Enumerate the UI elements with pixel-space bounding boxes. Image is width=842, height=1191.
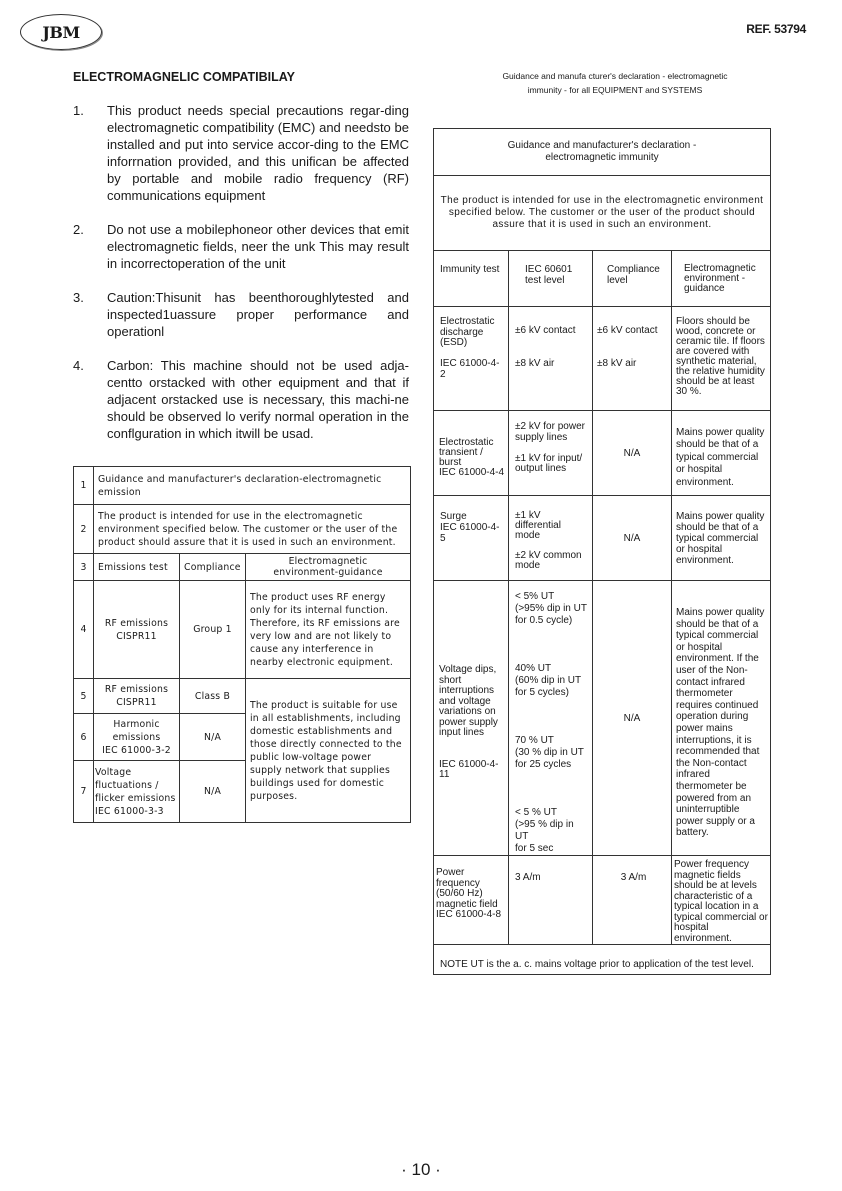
- list-item: [73, 357, 409, 442]
- immunity-subheading: Guidance and manufa cturer's declaration - electromagnetic immunity - for all EQUIPMENT and SYSTEMS: [502, 71, 728, 95]
- header-compliance-level: Compliance level: [593, 251, 672, 307]
- item-number: 3.: [73, 290, 84, 305]
- jbm-logo: JBM: [20, 14, 102, 50]
- emissions-test: Voltage fluctuations / flicker emissions IEC 61000-3-3: [94, 761, 180, 823]
- table-row: [74, 467, 411, 505]
- guidance: Floors should be wood, concrete or ceramic tile. If floors are covered with synthetic material, the relative humidity should be at least 30 %.: [672, 307, 771, 411]
- table-row: [434, 496, 771, 581]
- guidance: The product uses RF energy only for its internal function. Therefore, its RF emissions are very low and are not likely to cause any interference in nearby electronic equipment.: [246, 581, 411, 679]
- header-guidance: Electromagnetic environment-guidance: [246, 554, 411, 581]
- table-intro: The product is intended for use in the electromagnetic environment specified below. The customer or the user of the product should assure that it is used in such an environment.: [434, 176, 771, 251]
- emission-table: [73, 466, 411, 823]
- test-level: ±2 kV for power supply lines ±1 kV for input/ output lines: [509, 411, 593, 496]
- table-row: [74, 581, 411, 679]
- guidance: Mains power quality should be that of a typical commercial or hospital environment.: [672, 496, 771, 581]
- table-row: [434, 307, 771, 411]
- row-number: 1: [74, 467, 94, 505]
- table-intro: The product is intended for use in the electromagnetic environment specified below. The customer or the user of the product should assure that it is used in such an environment.: [94, 505, 411, 554]
- table-header-row: [74, 554, 411, 581]
- header-emissions-test: Emissions test: [94, 554, 180, 581]
- table-title: Guidance and manufacturer's declaration-electromagnetic emission: [94, 467, 411, 505]
- compliance: Group 1: [180, 581, 246, 679]
- immunity-test: Voltage dips, short interruptions and voltage variations on power supply input lines IEC 61000-4-11: [434, 581, 509, 856]
- item-number: 2.: [73, 222, 84, 237]
- immunity-test: Surge IEC 61000-4-5: [434, 496, 509, 581]
- compliance: N/A: [180, 761, 246, 823]
- immunity-test: Electrostatic discharge (ESD) IEC 61000-4-2: [434, 307, 509, 411]
- compliance: Class B: [180, 679, 246, 714]
- guidance: The product is suitable for use in all establishments, including domestic establishments and those directly connected to the public low-voltage power supply network that supplies buildings used for domestic purposes.: [246, 679, 411, 823]
- emissions-test: Harmonic emissions IEC 61000-3-2: [94, 714, 180, 761]
- row-number: 5: [74, 679, 94, 714]
- item-number: 1.: [73, 103, 84, 118]
- immunity-test: Electrostatic transient / burst IEC 61000-4-4: [434, 411, 509, 496]
- table-note-row: [434, 945, 771, 975]
- immunity-table: [433, 128, 771, 975]
- test-level: ±6 kV contact ±8 kV air: [509, 307, 593, 411]
- row-number: 2: [74, 505, 94, 554]
- compliance: N/A: [180, 714, 246, 761]
- compliance-level: N/A: [593, 496, 672, 581]
- page-number: · 10 ·: [401, 1160, 441, 1179]
- table-row: [74, 505, 411, 554]
- header-test-level: IEC 60601 test level: [509, 251, 593, 307]
- row-number: 3: [74, 554, 94, 581]
- item-text: Caution:Thisunit has beenthoroughlytested and inspected1uassure proper performance and operationl: [107, 290, 409, 339]
- reference-number: REF. 53794: [746, 22, 806, 36]
- item-text: This product needs special precautions regar-ding electromagnetic compatibility (EMC) and needsto be installed and put into service accor-ding to the EMC inforrnation provided, and this unifican be affected by portable and mobile radio frequency (RF) communications equipment: [107, 103, 409, 203]
- emissions-test: RF emissions CISPR11: [94, 581, 180, 679]
- compliance-level: 3 A/m: [593, 856, 672, 945]
- row-number: 7: [74, 761, 94, 823]
- table-row: [434, 129, 771, 176]
- table-row: [434, 411, 771, 496]
- table-row: [74, 679, 411, 714]
- table-header-row: [434, 251, 771, 307]
- list-item: [73, 102, 409, 204]
- table-title: Guidance and manufacturer's declaration - electromagnetic immunity: [434, 129, 771, 176]
- guidance: Mains power quality should be that of a typical commercial or hospital environment.: [672, 411, 771, 496]
- header-guidance: Electromagnetic environment - guidance: [672, 251, 771, 307]
- header-compliance: Compliance: [180, 554, 246, 581]
- item-text: Do not use a mobilephoneor other devices that emit electromagnetic fields, neer the unk This may result in incorrectoperation of the unit: [107, 222, 409, 271]
- row-number: 6: [74, 714, 94, 761]
- compliance-level: ±6 kV contact ±8 kV air: [593, 307, 672, 411]
- compliance-level: N/A: [593, 581, 672, 856]
- test-level: ±1 kV differential mode ±2 kV common mode: [509, 496, 593, 581]
- header-immunity-test: Immunity test: [434, 251, 509, 307]
- item-text: Carbon: This machine should not be used adja-centto orstacked with other equipment and that if adjacent orstacked use is necessary, this machi-ne should be observed lo verify normal operation in the conflguration in which itwill be usad.: [107, 358, 409, 441]
- list-item: [73, 221, 409, 272]
- guidance: Mains power quality should be that of a typical commercial or hospital environment. If the user of the Non-contact infrared thermometer requires continued operation during power mains interruptions, it is recommended that the Non-contact infrared thermometer be powered from an uninterruptible power supply or a battery.: [672, 581, 771, 856]
- table-row: [434, 581, 771, 856]
- row-number: 4: [74, 581, 94, 679]
- table-row: [434, 176, 771, 251]
- list-item: [73, 289, 409, 340]
- immunity-test: Power frequency (50/60 Hz) magnetic field IEC 61000-4-8: [434, 856, 509, 945]
- precautions-list: [73, 102, 409, 459]
- table-note: NOTE UT is the a. c. mains voltage prior to application of the test level.: [434, 945, 771, 975]
- table-row: [434, 856, 771, 945]
- compliance-level: N/A: [593, 411, 672, 496]
- test-level: 3 A/m: [509, 856, 593, 945]
- emissions-test: RF emissions CISPR11: [94, 679, 180, 714]
- section-title: ELECTROMAGNELIC COMPATIBILAY: [73, 70, 295, 84]
- item-number: 4.: [73, 358, 84, 373]
- test-level: < 5% UT (>95% dip in UT for 0.5 cycle) 40% UT (60% dip in UT for 5 cycles) 70 % UT (30 % dip in UT for 25 cycles < 5 % UT (>95 % dip in UT for 5 sec: [509, 581, 593, 856]
- guidance: Power frequency magnetic fields should be at levels characteristic of a typical location in a typical commercial or hospital environment.: [672, 856, 771, 945]
